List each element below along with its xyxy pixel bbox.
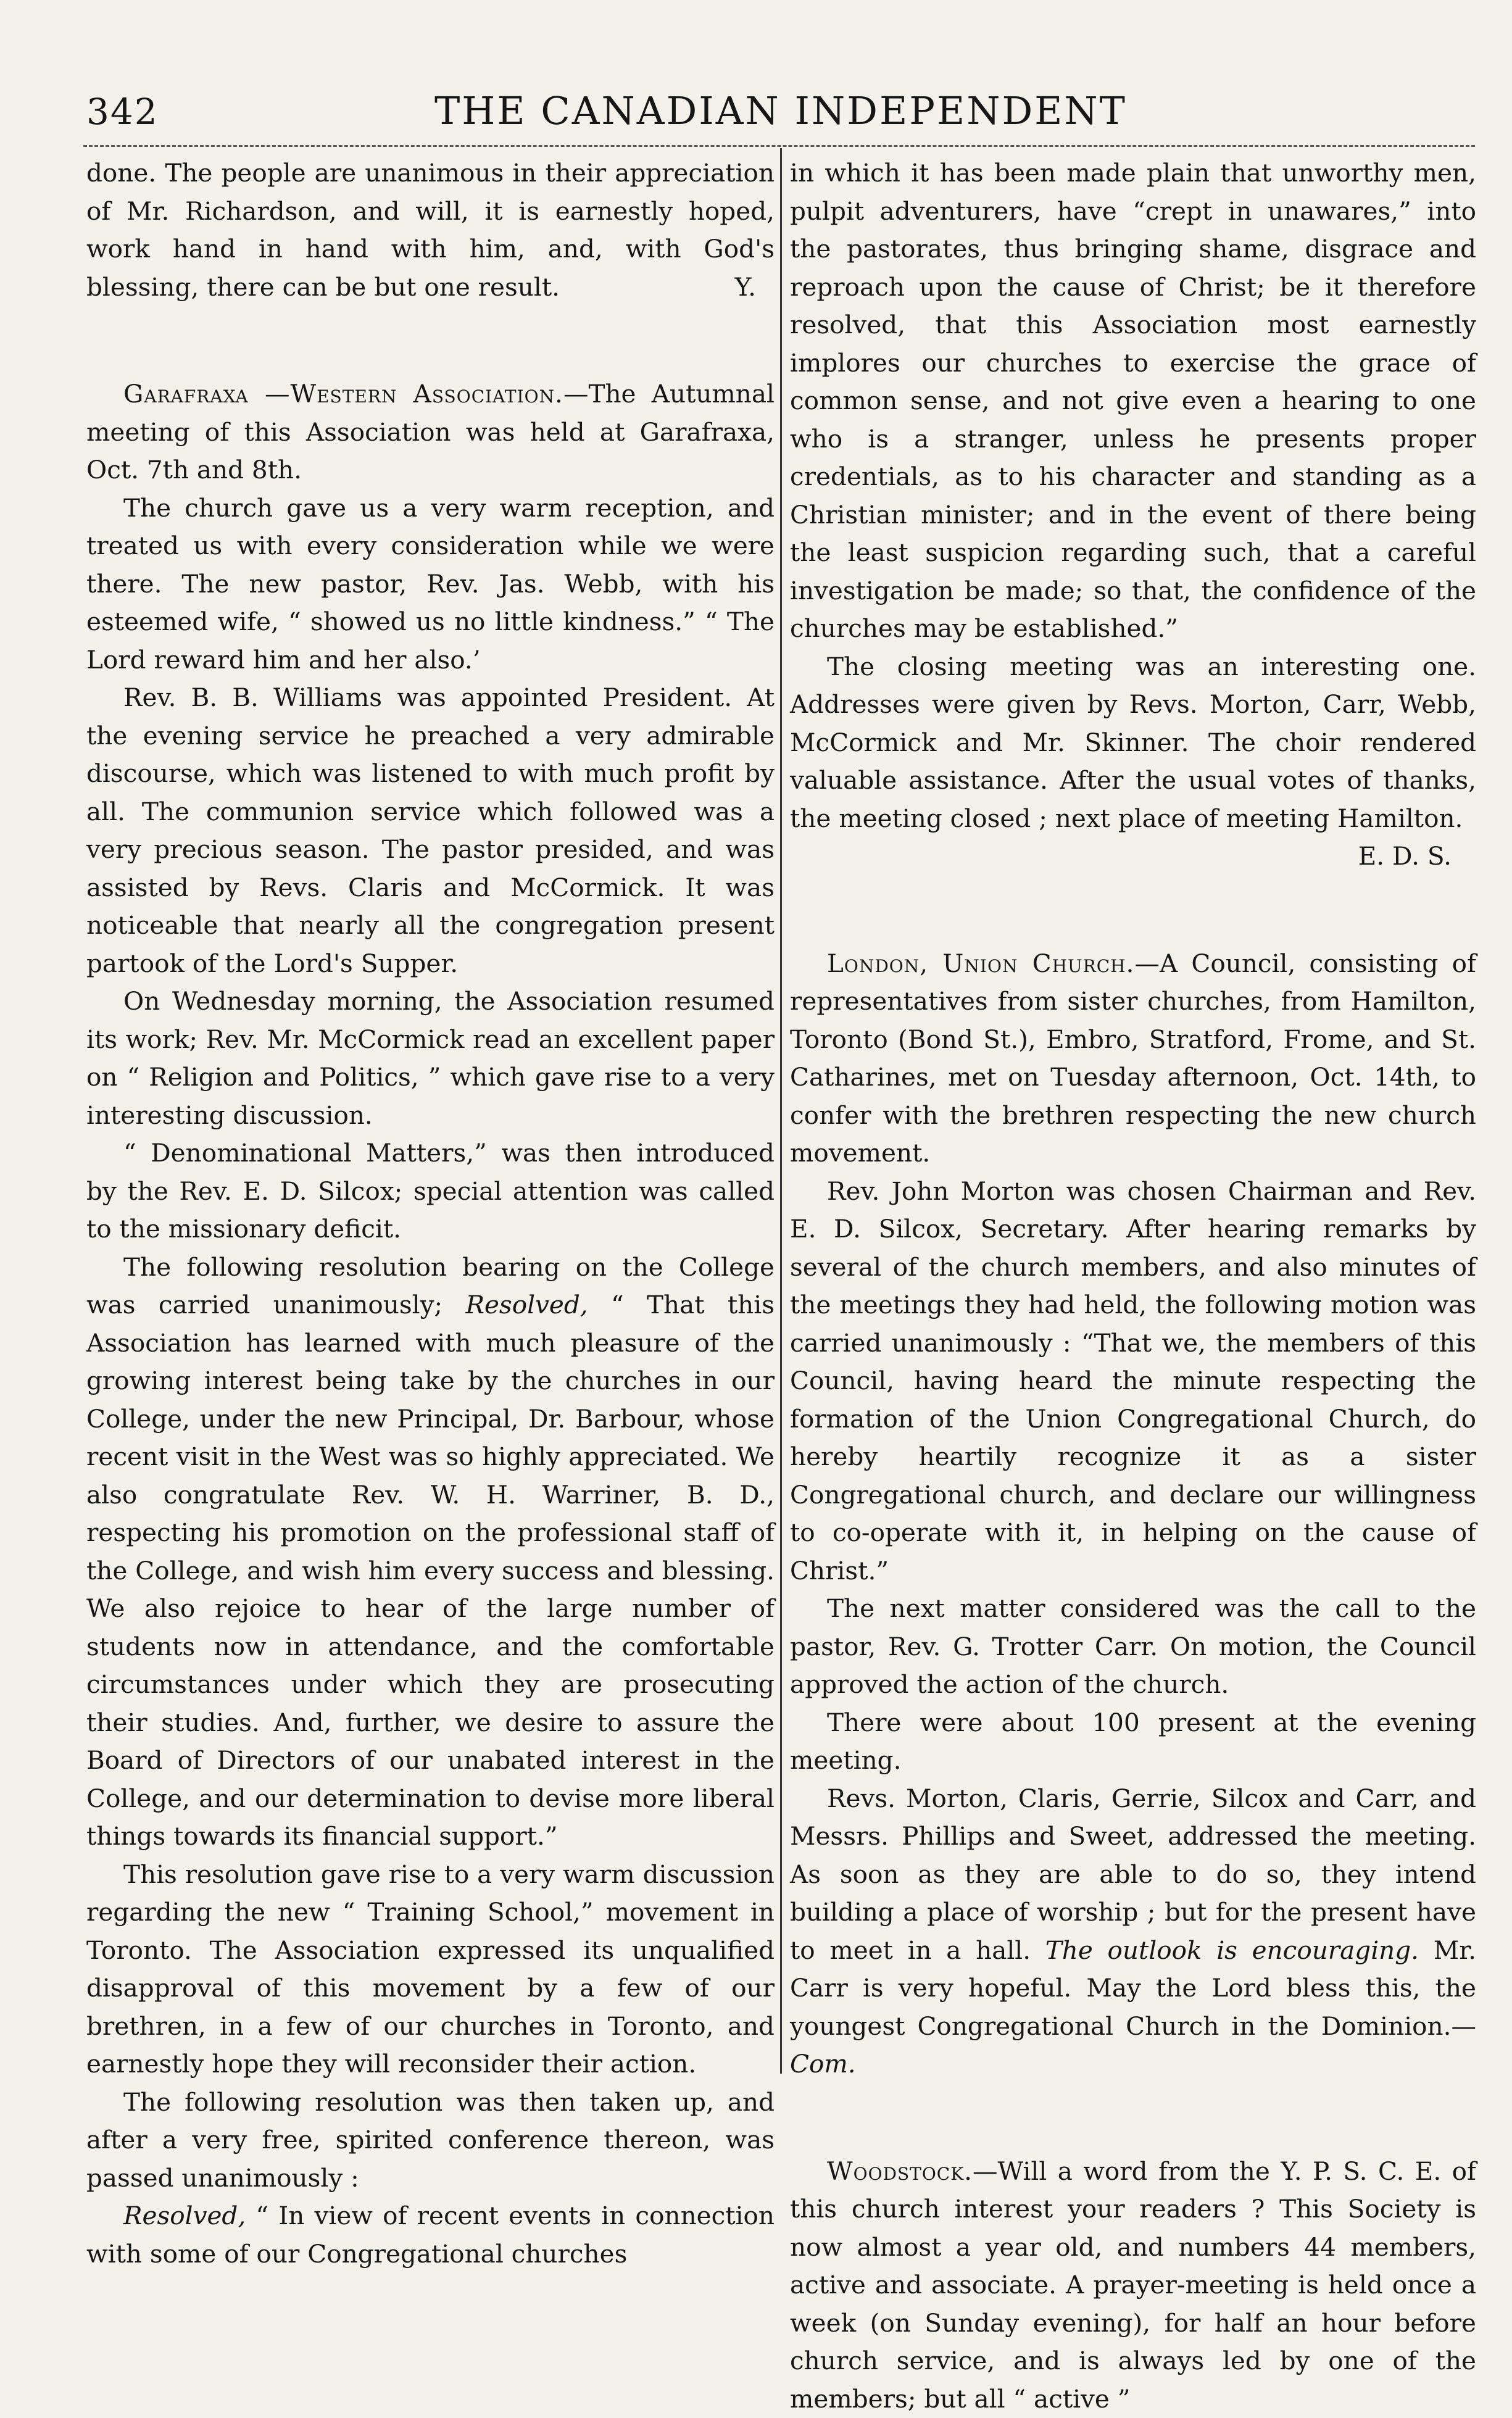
outlook-text: The outlook is encouraging. [1045, 1935, 1419, 1965]
garafraxa-para-president: Rev. B. B. Williams was appointed President. At the evening service he preached a very admirable discourse, which was listened to with much profit by all. The communion service which followed was a very precious season. The pastor presided, and was assisted by Revs. Claris and McCormick. It was noticeable that nearly all the congregation present partook of the Lord's Supper. [86, 679, 775, 983]
resolved-text: “ In view of recent events in connection with some of our Congregational churches [86, 2201, 775, 2269]
woodstock-heading: Woodstock. [827, 2156, 973, 2186]
section-gap [86, 306, 775, 375]
college-resolution-text: “ That this Association has learned with much pleasure of the growing interest being take by the churches in our College, under the new Principal, Dr. Barbour, whose recent visit in the West was so highly appreciated. We also congratulate Rev. W. H. Warriner, B. D., respecting his promotion on the professional staff of the College, and wish him every success and blessing. We also rejoice to hear of the large number of students now in attendance, and the comfortable circumstances under which they are prosecuting their studies. And, further, we desire to assure the Board of Directors of our unabated interest in the College, and our determination to devise more liberal things towards its financial support.” [86, 1290, 775, 1851]
garafraxa-lead [86, 375, 775, 489]
resolution-continuation: in which it has been made plain that unworthy men, pulpit adventurers, have “crept in unawares,” into the pastorates, thus bringing shame, disgrace and reproach upon the cause of Christ; be it therefore resolved, that this Association most earnestly implores our churches to exercise the grace of common sense, and not give even a hearing to one who is a stranger, unless he presents proper credentials, as to his character and standing as a Christian minister; and in the event of there being the least suspicion regarding such, that a careful investigation be made; so that, the confidence of the churches may be established.” [790, 154, 1476, 648]
garafraxa-lead-text: —The Autumnal meeting of this Association was held at Garafraxa, Oct. 7th and 8th. [86, 379, 775, 484]
section-gap [790, 876, 1476, 945]
signature-eds: E. D. S. [1321, 837, 1452, 876]
london-para-attendance: There were about 100 present at the evening meeting. [790, 1704, 1476, 1780]
college-resolution-intro: The following resolution bearing on the College was carried unanimously; [86, 1252, 775, 1320]
london-para-chairman: Rev. John Morton was chosen Chairman and Rev. E. D. Silcox, Secretary. After hearing remarks by several of the church members, and also minutes of the meetings they had held, the following motion was carried unanimously : “That we, the members of this Council, having heard the minute respecting the formation of the Union Congregational Church, do hereby heartily recognize it as a sister Congregational church, and declare our willingness to co-operate with it, in helping on the cause of Christ.” [790, 1173, 1476, 1590]
closing-meeting-text: The closing meeting was an interesting one. Addresses were given by Revs. Morton, Carr, Webb, McCormick and Mr. Skinner. The choir rendered valuable assistance. After the usual votes of thanks, the meeting closed ; next place of meeting Hamilton. [790, 652, 1476, 833]
closing-meeting-para [790, 648, 1476, 876]
column-divider [780, 148, 782, 2074]
page-header [86, 77, 1475, 145]
london-para-addresses [790, 1780, 1476, 2084]
header-rule [83, 145, 1475, 147]
running-title: THE CANADIAN INDEPENDENT [86, 88, 1475, 133]
article-continuation [86, 154, 775, 306]
woodstock-lead-text: —Will a word from the Y. P. S. C. E. of this church interest your readers ? This Society is now almost a year old, and numbers 44 members, active and associate. A prayer-meeting is held once a week (on Sunday evening), for half an hour before church service, and is always led by one of the members; but all “ active ” [790, 2156, 1476, 2414]
garafraxa-para-denominational: “ Denominational Matters,” was then introduced by the Rev. E. D. Silcox; special attention was called to the missionary deficit. [86, 1134, 775, 1248]
london-para-call: The next matter considered was the call to the pastor, Rev. G. Trotter Carr. On motion, the Council approved the action of the church. [790, 1590, 1476, 1704]
garafraxa-para-resolved [86, 2197, 775, 2273]
addresses-text: Revs. Morton, Claris, Gerrie, Silcox and Carr, and Messrs. Phillips and Sweet, addressed the meeting. As soon as they are able to do so, they intend building a place of worship ; but for the present have to meet in a hall. [790, 1784, 1476, 1965]
garafraxa-para-wednesday: On Wednesday morning, the Association resumed its work; Rev. Mr. McCormick read an excellent paper on “ Religion and Politics, ” which gave rise to a very interesting discussion. [86, 983, 775, 1134]
garafraxa-heading: Garafraxa —Western Association. [123, 379, 563, 409]
com-signature: Com. [790, 2049, 856, 2079]
page-number: 342 [86, 91, 159, 133]
left-column [86, 154, 775, 2273]
london-lead [790, 945, 1476, 1173]
garafraxa-para-training-school: This resolution gave rise to a very warm discussion regarding the new “ Training School,” movement in Toronto. The Association expressed its unqualified disapproval of this movement by a few of our brethren, in a few of our churches in Toronto, and earnestly hope they will reconsider their action. [86, 1856, 775, 2084]
section-gap [790, 2084, 1476, 2153]
continuation-text: done. The people are unanimous in their appreciation of Mr. Richardson, and will, it is earnestly hoped, work hand in hand with him, and, with God's blessing, there can be but one result. [86, 158, 775, 302]
woodstock-lead [790, 2153, 1476, 2418]
resolved-label: Resolved, [123, 2201, 246, 2230]
garafraxa-para-college-resolution [86, 1248, 775, 1856]
london-heading: London, Union Church. [827, 949, 1134, 978]
garafraxa-para-reception: The church gave us a very warm reception, and treated us with every consideration while we were there. The new pastor, Rev. Jas. Webb, with his esteemed wife, “ showed us no little kindness.” “ The Lord reward him and her also.’ [86, 489, 775, 679]
london-lead-text: —A Council, consisting of representatives from sister churches, from Hamilton, Toronto (Bond St.), Embro, Stratford, Frome, and St. Catharines, met on Tuesday afternoon, Oct. 14th, to confer with the brethren respecting the new church movement. [790, 949, 1476, 1168]
garafraxa-para-following-resolution: The following resolution was then taken up, and after a very free, spirited conference thereon, was passed unanimously : [86, 2084, 775, 2198]
addresses-rest: Mr. Carr is very hopeful. May the Lord bless this, the youngest Congregational Church in the Dominion.— [790, 1935, 1476, 2041]
college-resolved-label: Resolved, [465, 1290, 588, 1319]
signature-y: Y. [735, 268, 756, 307]
right-column [790, 154, 1476, 2418]
